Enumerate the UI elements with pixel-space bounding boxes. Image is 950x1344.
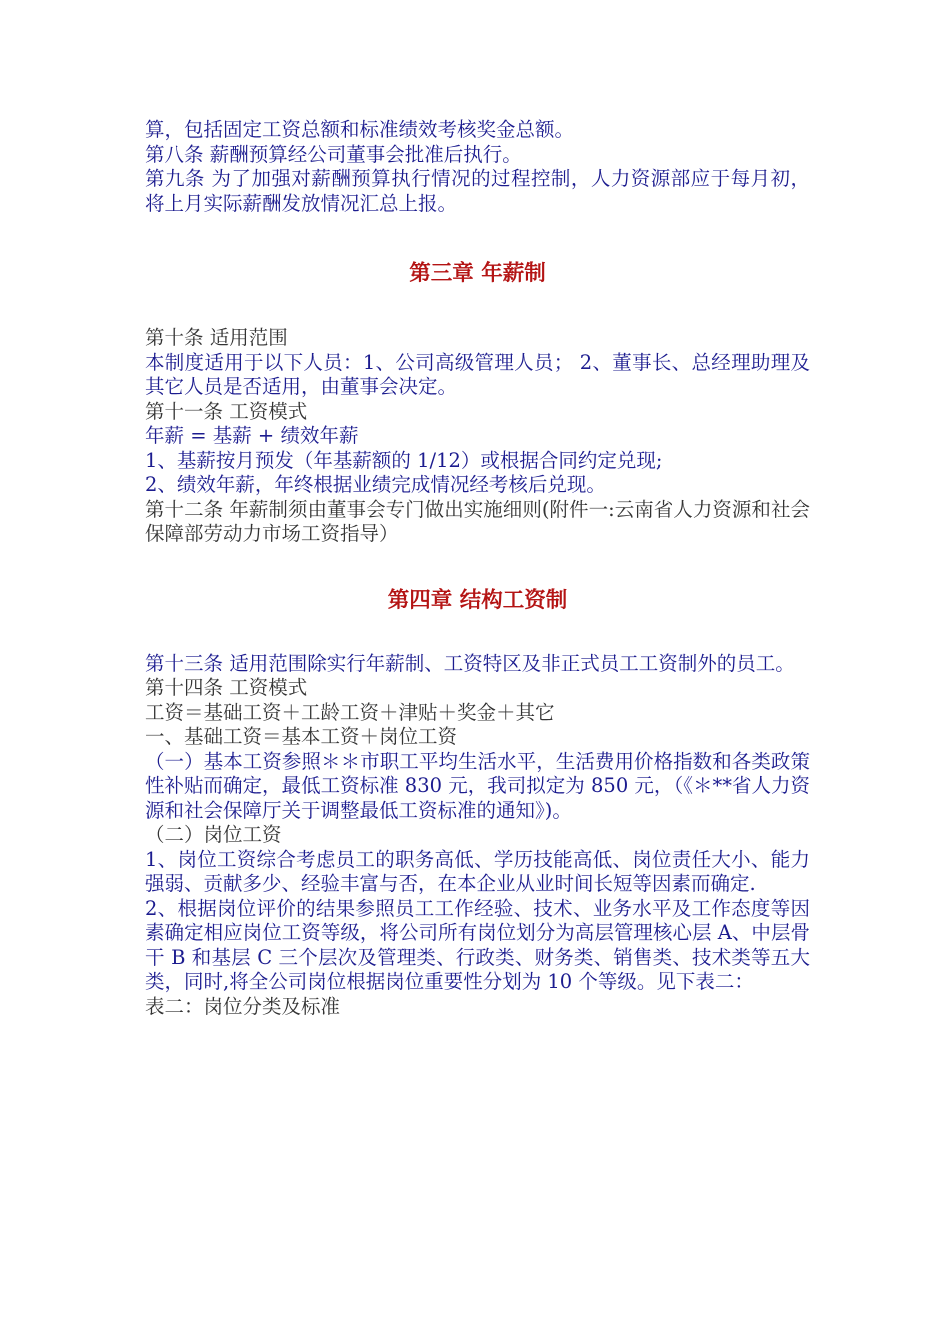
article-12: 第十二条 年薪制须由董事会专门做出实施细则(附件一:云南省人力资源和社会保障部劳动力市场工资指导） <box>145 497 810 545</box>
top-section <box>145 118 810 216</box>
paragraph-budget-end: 算，包括固定工资总额和标准绩效考核奖金总额。 <box>145 118 575 141</box>
chapter-4-body <box>145 652 810 1020</box>
article-9: 第九条 为了加强对薪酬预算执行情况的过程控制，人力资源部应于每月初，将上月实际薪酬发放情况汇总上报。 <box>145 167 810 215</box>
salary-formula: 工资＝基础工资＋工龄工资＋津贴＋奖金＋其它 <box>145 700 555 724</box>
performance-salary-rule: 2、绩效年薪，年终根据业绩完成情况经考核后兑现。 <box>145 473 606 496</box>
chapter-4-title: 第四章 结构工资制 <box>387 587 568 613</box>
article-14-heading: 第十四条 工资模式 <box>145 676 308 699</box>
position-wage-heading: （二）岗位工资 <box>145 823 282 846</box>
annual-salary-formula: 年薪 = 基薪 + 绩效年薪 <box>145 424 359 447</box>
position-wage-rule-2: 2、根据岗位评价的结果参照员工工作经验、技术、业务水平及工作态度等因素确定相应岗位工资等级，将公司所有岗位划分为高层管理核心层 A、中层骨干 B 和基层 C 三个层次及管理类、行政类、财务类、销售类、技术类等五大类，同时,将全公司岗位根据岗位重要性分划为 10 个等级。见下表二： <box>145 896 810 993</box>
basic-salary-formula: 一、基础工资＝基本工资＋岗位工资 <box>145 725 458 748</box>
article-13: 第十三条 适用范围除实行年薪制、工资特区及非正式员工工资制外的员工。 <box>145 651 795 675</box>
chapter-3-title: 第三章 年薪制 <box>409 261 546 286</box>
base-salary-rule: 1、基薪按月预发（年基薪额的 1/12）或根据合同约定兑现; <box>145 448 663 472</box>
article-10-scope: 本制度适用于以下人员：1、公司高级管理人员； 2、董事长、总经理助理及其它人员是否适用，由董事会决定。 <box>145 350 810 398</box>
article-11-heading: 第十一条 工资模式 <box>145 399 308 423</box>
article-8: 第八条 薪酬预算经公司董事会批准后执行。 <box>145 142 522 166</box>
table-2-caption: 表二：岗位分类及标准 <box>145 994 341 1018</box>
position-wage-rule-1: 1、岗位工资综合考虑员工的职务高低、学历技能高低、岗位责任大小、能力强弱、贡献多少、经验丰富与否，在本企业从业时间长短等因素而确定. <box>145 847 810 895</box>
article-10-heading: 第十条 适用范围 <box>145 326 288 349</box>
basic-wage-paragraph: （一）基本工资参照＊＊市职工平均生活水平，生活费用价格指数和各类政策性补贴而确定，最低工资标准 830 元，我司拟定为 850 元，（《＊**省人力资源和社会保障厅关于调整最低工资标准的通知》)。 <box>145 749 810 822</box>
chapter-3-body <box>145 326 810 547</box>
document-page <box>145 118 810 1019</box>
